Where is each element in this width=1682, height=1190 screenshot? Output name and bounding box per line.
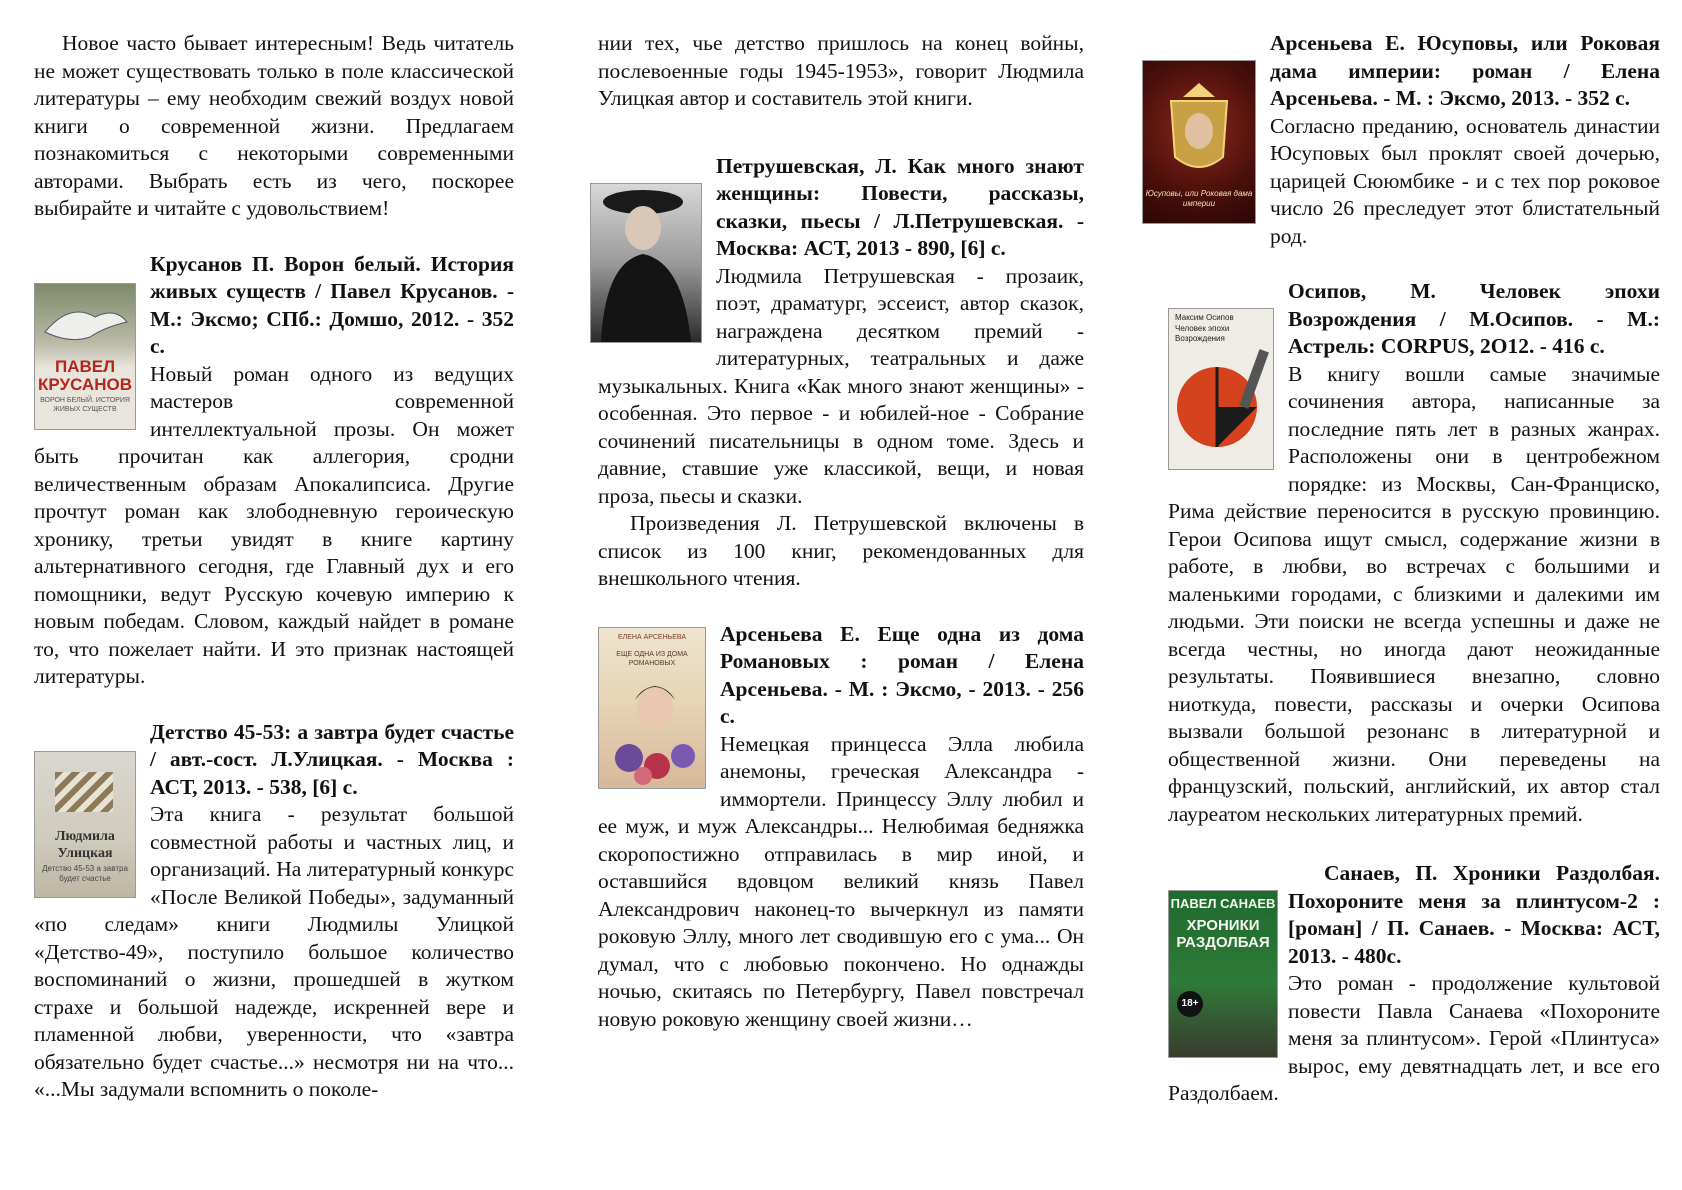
cover-title: Детство 45-53 а завтра будет счастье bbox=[42, 863, 128, 883]
intro-text-main: Новое часто бывает интересным! Ведь читатель не может существовать только в поле классической литературы – ему необходим свежий воздух новой книги о современной жизни. Предлагаем познакомиться с некоторыми современными авторами. Выбрать есть из чего, поскорее выбирайте и читайте с удовольствием! bbox=[34, 31, 514, 220]
book-desc-7: Это роман - продолжение культовой повести Павла Санаева «Похороните меня за плинтусом». Герой «Плинтуса» вырос, ему девятнадцать лет, и все его Раздолбаем. bbox=[1168, 971, 1660, 1105]
book-entry-5 bbox=[1145, 30, 1660, 250]
cover-title: ХРОНИКИ РАЗДОЛБАЯ bbox=[1176, 917, 1270, 951]
book-desc-6: В книгу вошли самые значимые сочинения автора, написанные за последние пять лет в разных жанрах. Расположены они в центробежном порядке: из Москвы, Сан-Франциско, Рима действие переносится в русскую провинцию. Герои Осипова ищут смысл, содержание жизни в работе, в любви, во встречах с большими и маленькими городами, с близкими и далекими им людьми. Эти поиски не всегда успешны и даже не всегда честны, но иногда дают неожиданные результаты. Появившиеся внезапно, словно ниоткуда, повести, рассказы и очерки Осипова вызвали большой резонанс в литературной и общественной жизни. Они переведены на французский, польский, английский, их автор стал лауреатом нескольких литературных премий. bbox=[1168, 361, 1660, 826]
book-desc-3: Людмила Петрушевская - прозаик, поэт, драматург, эссеист, автор сказок, награждена десятком премий - литературных, театральных и даже музыкальных. Книга «Как много знают женщины» - особенная. Это первое - и юбилей-ное - Собрание сочинений писательницы в одном томе. Здесь и давние, ставшие уже классикой, вещи, и новая проза, пьесы и сказки. bbox=[598, 263, 1084, 508]
book-desc-2b: нии тех, чье детство пришлось на конец войны, послевоенные годы 1945-1953», говорит Людмила Улицкая автор и составитель этой книги. bbox=[598, 31, 1084, 110]
book-desc-3b: Произведения Л. Петрушевской включены в список из 100 книг, рекомендованных для внешкольного чтения. bbox=[598, 511, 1084, 590]
raven-icon bbox=[35, 292, 135, 352]
col-right bbox=[1145, 30, 1660, 1108]
book-entry-4 bbox=[598, 621, 1084, 1034]
cover-pattern bbox=[55, 772, 113, 812]
portrait-icon bbox=[591, 184, 701, 342]
cover-title: ЕЩЕ ОДНА ИЗ ДОМА РОМАНОВЫХ bbox=[616, 650, 688, 667]
col-middle bbox=[598, 30, 1084, 1033]
cover-author: ПАВЕЛ САНАЕВ bbox=[1170, 896, 1276, 911]
book-entry-2 bbox=[34, 719, 514, 1104]
book-entry-7 bbox=[1168, 860, 1660, 1108]
book-title-3: Петрушевская, Л. Как много знают женщины: Повести, рассказы, сказки, пьесы / Л.Петрушевская. - Москва: АСТ, 2013 - 890, [6] с. bbox=[716, 153, 1084, 260]
book-entry-3 bbox=[598, 153, 1084, 593]
woman-flowers-icon bbox=[599, 628, 705, 788]
book-title-6: Осипов, М. Человек эпохи Возрождения / М.Осипов. - М.: Астрель: CORPUS, 2O12. - 416 с. bbox=[1288, 279, 1660, 358]
book-cover-petrushevskaya bbox=[590, 183, 702, 343]
cover-author: Людмила Улицкая bbox=[55, 828, 115, 861]
book-desc-1: Новый роман одного из ведущих мастеров современной интеллектуальной прозы. Он может быть прочитан как аллегория, сродни величественным образам Апокалипсиса. Другие прочтут роман как злободневную героическую хронику, третьи увидят в книге картину альтернативного сегодня, где Главный дух и его помощники, ведут Русскую кочевую империю к новым победам. Словом, каждый найдет в романе то, что пожелает найти. И это признак настоящей литературы. bbox=[34, 361, 514, 688]
book-cover-sanaev bbox=[1168, 890, 1278, 1058]
cover-author: Максим Осипов bbox=[1175, 313, 1234, 322]
book-cover-arsenyeva-romanovs bbox=[598, 627, 706, 789]
book-title-1: Крусанов П. Ворон белый. История живых существ / Павел Крусанов. - М.: Эксмо; СПб.: Домшо, 2012. - 352 с. bbox=[150, 251, 514, 358]
book-title-5: Арсеньева Е. Юсуповы, или Роковая дама империи: роман / Елена Арсеньева. - М. : Эксмо, 2013. - 352 с. bbox=[1270, 31, 1660, 110]
book-title-2: Детство 45-53: а завтра будет счастье / авт.-сост. Л.Улицкая. - Москва : АСТ, 2013. - 538, [6] с. bbox=[150, 719, 514, 799]
book-desc-5: Согласно преданию, основатель династии Юсуповых был проклят своей дочерью, царицей Сююмбике - и с тех пор роковое число 26 преследует этот блистательный род. bbox=[1270, 113, 1660, 248]
cover-title: Юсуповы, или Роковая дама империи bbox=[1145, 189, 1253, 208]
age-rating-badge: 18+ bbox=[1177, 991, 1203, 1017]
book-cover-ulitskaya bbox=[34, 751, 136, 898]
book-entry-6 bbox=[1168, 278, 1660, 828]
cover-title: ВОРОН БЕЛЫЙ. ИСТОРИЯ ЖИВЫХ СУЩЕСТВ bbox=[40, 396, 130, 413]
cover-author: ПАВЕЛ КРУСАНОВ bbox=[38, 356, 132, 394]
book-cover-krusanov bbox=[34, 283, 136, 430]
cover-title: Человек эпохи Возрождения bbox=[1175, 324, 1230, 343]
cover-author: ЕЛЕНА АРСЕНЬЕВА bbox=[617, 633, 686, 641]
book-cover-osipov bbox=[1168, 308, 1274, 470]
col-left bbox=[34, 30, 514, 1104]
book-entry-1 bbox=[34, 251, 514, 691]
book-title-7: Санаев, П. Хроники Раздолбая. Похороните меня за плинтусом-2 : [роман] / П. Санаев. - Москва: АСТ, 2013. - 480с. bbox=[1288, 861, 1660, 968]
book-title-4: Арсеньева Е. Еще одна из дома Романовых : роман / Елена Арсеньева. - М. : Эксмо, - 2013. - 256 с. bbox=[720, 621, 1084, 728]
book-desc-2a: Эта книга - результат большой совместной работы и частных лиц, и организаций. На литературный конкурс «После Великой Победы», задуманный «по следам» книги Людмилы Улицкой «Детство-49», поступило большое количество воспоминаний о жизни, прошедшей в жутком страхе и большой надежде, искренней вере и пламенной любви, уверенности, что «завтра обязательно будет счастье...» несмотря ни на что... «...Мы задумали вспомнить о поколе- bbox=[34, 802, 514, 1101]
book-desc-4: Немецкая принцесса Элла любила анемоны, греческая Александра - иммортели. Принцессу Эллу любил и ее муж, и муж Александры... Нелюбимая бедняжка скоропостижно отправилась в мир иной, и оставшийся вдовцом великий князь Павел Александрович наконец-то вычеркнул из памяти роковую Эллу, много лет сводившую его с ума... Он думал, что с любовью покончено. Но однажды ночью, скитаясь по Петербургу, Павел повстречал новую роковую женщину своей жизни… bbox=[598, 731, 1084, 1031]
abstract-circle-icon bbox=[1169, 309, 1273, 469]
book-cover-yusupovs bbox=[1142, 60, 1256, 224]
